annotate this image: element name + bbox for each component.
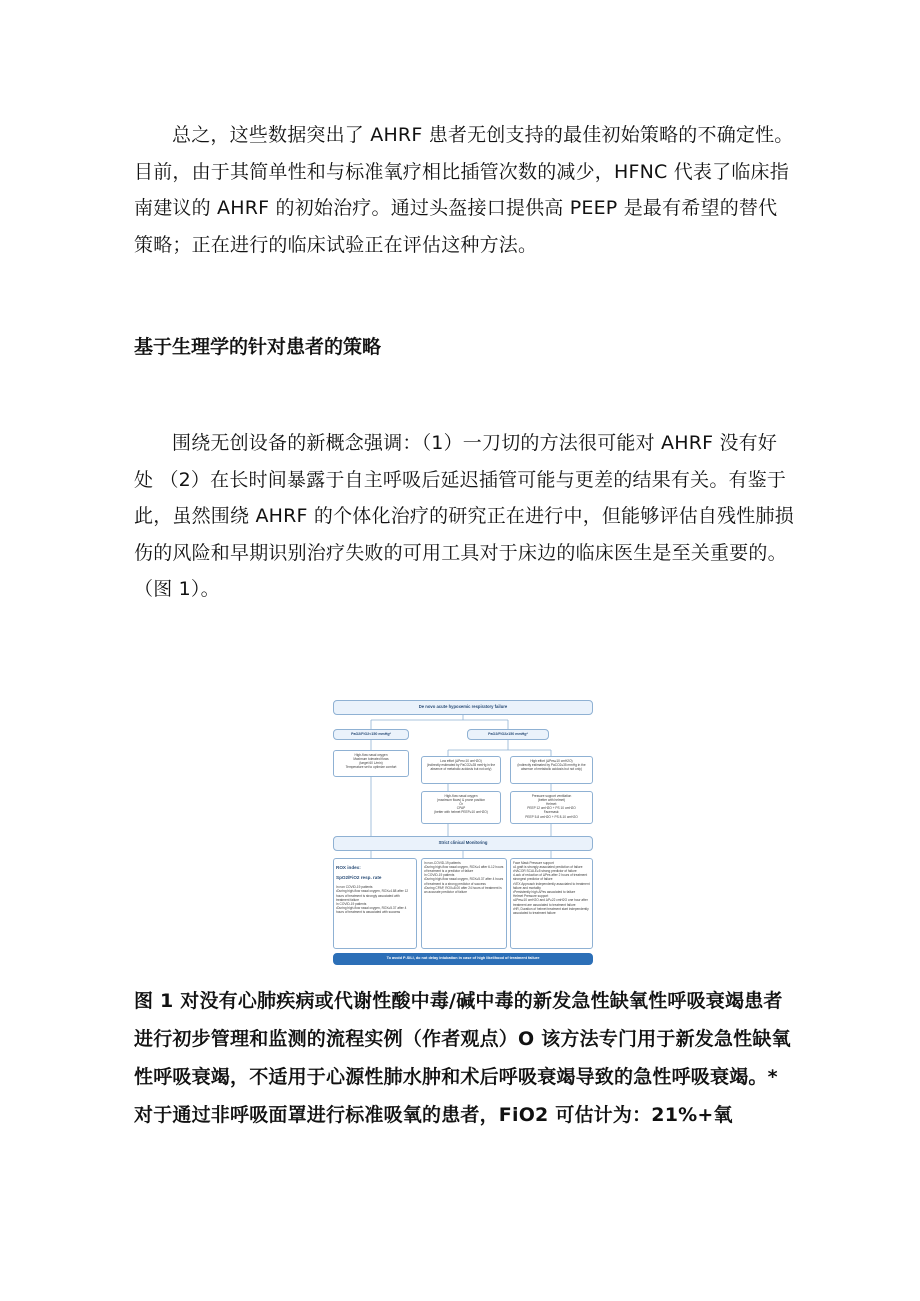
high-effort-box: High effort (ΔPes≥10 cmH2O) (indirectly estimated by PaCO2≤35 mmHg in the absence of metabolic acidosis but not only)	[510, 756, 593, 784]
low-effort-box: Low effort (ΔPes<10 cmH2O) (indirectly estimated by PaCO2≤35 mmHg in the absence of metabolic acidosis but not only)	[421, 756, 501, 784]
monitoring-bar: Strict clinical Monitoring	[333, 836, 593, 851]
rox-index-box	[333, 858, 417, 949]
right-branch-label: PaO2/FiO2≥150 mmHg*	[467, 729, 549, 740]
left-branch-label: PaO2/FiO2<150 mmHg*	[333, 729, 409, 740]
mid-criteria-box: In non-COVID-19 patients •During high-flow nasal oxygen, ROX≥4 after 6-12 hours of treatment is a predictor of failure In COVID-19 patients •During high-flow nasal oxygen, ROX≥5.37 after 4 hours of treatment is a strong predictor of success •During CPAP, ROX≤8.00 after 24 hours of treatment is an accurate predictor of failure	[421, 858, 507, 949]
figure-1-flowchart	[333, 698, 593, 968]
rox-formula: SpO2/FiO2 resp. rate	[336, 874, 382, 880]
bottom-warning-bar: To avoid P-SILI, do not delay intubation in case of high likelihood of treatment failure	[333, 953, 593, 965]
rox-criteria: In non COVID-19 patients •During high-flow nasal oxygen, ROX≥4.88 after 12 hours of treatment is strongly associated with treatment failure In COVID-19 patients •During high-flow nasal oxygen, ROX≥5.37 after 4 hours of treatment is associated with success	[336, 885, 409, 915]
section-heading: 基于生理学的针对患者的策略	[134, 336, 382, 358]
pressure-support-box: Face Mask Pressure support •A graft is strongly associated prediction of failure •HACOR SCALE≥5 strong predictor of failure •Lack of reduction of ΔPes after 2 hours of treatment strongest predictor of failure •VEX Approach independently associated to treatment failure and mortality •Persistently high ΔPes associated to failure Helmet Pressure support •ΔPes≥10 cmH2O and ΔP≥22 cmH2O one hour after treatment are associated to treatment failure •HR, Duration of helmet treatment start independently associated to treatment failure	[510, 858, 593, 949]
low-effort-treatment-box: High-flow nasal oxygen (maximum flows) & prone position Or CPAP (better with helmet PEEP≥10 cmH2O)	[421, 791, 501, 824]
figure-caption: 图 1 对没有心肺疾病或代谢性酸中毒/碱中毒的新发急性缺氧性呼吸衰竭患者进行初步管理和监测的流程实例（作者观点）O 该方法专门用于新发急性缺氧性呼吸衰竭，不适用于心源性肺水肿和术后呼吸衰竭导致的急性呼吸衰竭。*对于通过非呼吸面罩进行标准吸氧的患者，FiO2 可估计为：21%+氧	[134, 990, 791, 1126]
high-effort-treatment-box: Pressure support ventilation (better with helmet) Helmet: PEEP 12 cmH2O + PS 10 cmH2O Facemask: PEEP 5-8 cmH2O + PS 8-10 cmH2O	[510, 791, 593, 824]
paragraph-strategy: 围绕无创设备的新概念强调：（1）一刀切的方法很可能对 AHRF 没有好处 （2）在长时间暴露于自主呼吸后延迟插管可能与更差的结果有关。有鉴于此，虽然围绕 AHRF 的个体化治疗的研究正在进行中，但能够评估自残性肺损伤的风险和早期识别治疗失败的可用工具对于床边的临床医生是至关重要的。（图 1）。	[134, 432, 794, 600]
figure-top-title: De novo acute hypoxemic respiratory failure	[333, 700, 593, 715]
rox-title: ROX index:	[336, 864, 361, 870]
hfnc-box: High-flow nasal oxygen Maximum tolerated flows (target 60 L/min) Temperature set to optimize comfort	[333, 750, 409, 777]
paragraph-summary: 总之，这些数据突出了 AHRF 患者无创支持的最佳初始策略的不确定性。目前，由于其简单性和与标准氧疗相比插管次数的减少，HFNC 代表了临床指南建议的 AHRF 的初始治疗。通过头盔接口提供高 PEEP 是最有希望的替代策略；正在进行的临床试验正在评估这种方法。	[134, 124, 794, 256]
